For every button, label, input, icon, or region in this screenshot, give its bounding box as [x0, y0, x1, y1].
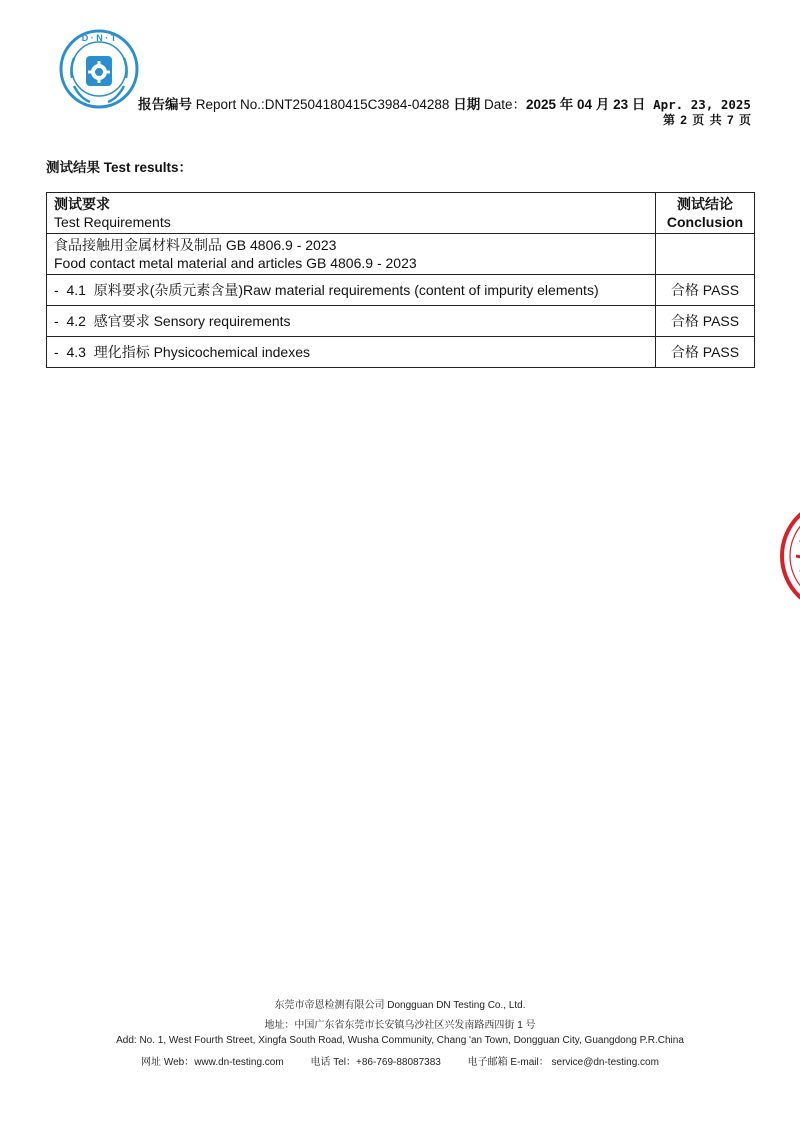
requirement-cell — [47, 337, 656, 368]
table-header-row — [47, 193, 755, 234]
header-req-cn: 测试要求 — [54, 196, 110, 212]
table-row — [47, 306, 755, 337]
report-number: DNT2504180415C3984-04288 — [264, 97, 450, 112]
table-row — [47, 337, 755, 368]
header-requirements — [47, 193, 656, 234]
date-label-cn: 日期 — [453, 97, 481, 112]
row-text: 感官要求 Sensory requirements — [93, 313, 291, 329]
footer-tel: 电话 Tel：+86-769-88087383 — [310, 1057, 441, 1068]
date-cn: 2025 年 04 月 23 日 — [526, 97, 646, 112]
standard-en: Food contact metal material and articles GB 4806.9 - 2023 — [54, 255, 417, 271]
result-cell: 合格 PASS — [656, 275, 755, 306]
footer-company: 东莞市帝恩检测有限公司 Dongguan DN Testing Co., Ltd. — [274, 1000, 526, 1011]
row-dash: - — [54, 344, 59, 360]
header-conclusion — [656, 193, 755, 234]
standard-cell — [47, 234, 656, 275]
report-header — [138, 93, 751, 113]
requirement-cell — [47, 275, 656, 306]
header-concl-cn: 测试结论 — [677, 196, 733, 212]
row-text: 理化指标 Physicochemical indexes — [93, 344, 310, 360]
header-concl-en: Conclusion — [666, 214, 744, 230]
row-number: 4.1 — [66, 282, 86, 298]
row-number: 4.3 — [66, 344, 86, 360]
result-cell: 合格 PASS — [656, 337, 755, 368]
table-row — [47, 275, 755, 306]
footer-address-en: Add: No. 1, West Fourth Street, Xingfa South Road, Wusha Community, Chang 'an Town, Dongguan City, Guangdong P.R.China — [116, 1035, 684, 1046]
standard-row — [47, 234, 755, 275]
report-no-label-cn: 报告编号 — [138, 97, 192, 112]
section-title: 测试结果 Test results： — [46, 160, 193, 175]
footer-contacts — [0, 1053, 800, 1068]
page-number: 第 2 页 共 7 页 — [662, 113, 752, 127]
company-stamp — [778, 496, 800, 616]
results-table — [46, 192, 755, 368]
standard-conclusion — [656, 234, 755, 275]
row-dash: - — [54, 282, 59, 298]
header-req-en: Test Requirements — [54, 214, 171, 230]
row-text: 原料要求(杂质元素含量)Raw material requirements (content of impurity elements) — [93, 282, 599, 298]
footer-email: 电子邮箱 E-mail： service@dn-testing.com — [467, 1057, 659, 1068]
date-en: Apr. 23, 2025 — [653, 97, 751, 112]
date-label-en: Date： — [483, 97, 527, 112]
result-cell: 合格 PASS — [656, 306, 755, 337]
svg-text:D · N · T: D · N · T — [81, 33, 117, 43]
report-no-label-en: Report No.: — [195, 97, 265, 112]
requirement-cell — [47, 306, 656, 337]
company-logo — [58, 28, 140, 110]
footer-address-cn: 地址：中国广东省东莞市长安镇乌沙社区兴发南路西四街 1 号 — [264, 1020, 536, 1031]
row-number: 4.2 — [66, 313, 86, 329]
footer-web: 网址 Web：www.dn-testing.com — [141, 1057, 284, 1068]
standard-cn: 食品接触用金属材料及制品 GB 4806.9 - 2023 — [54, 237, 337, 253]
row-dash: - — [54, 313, 59, 329]
